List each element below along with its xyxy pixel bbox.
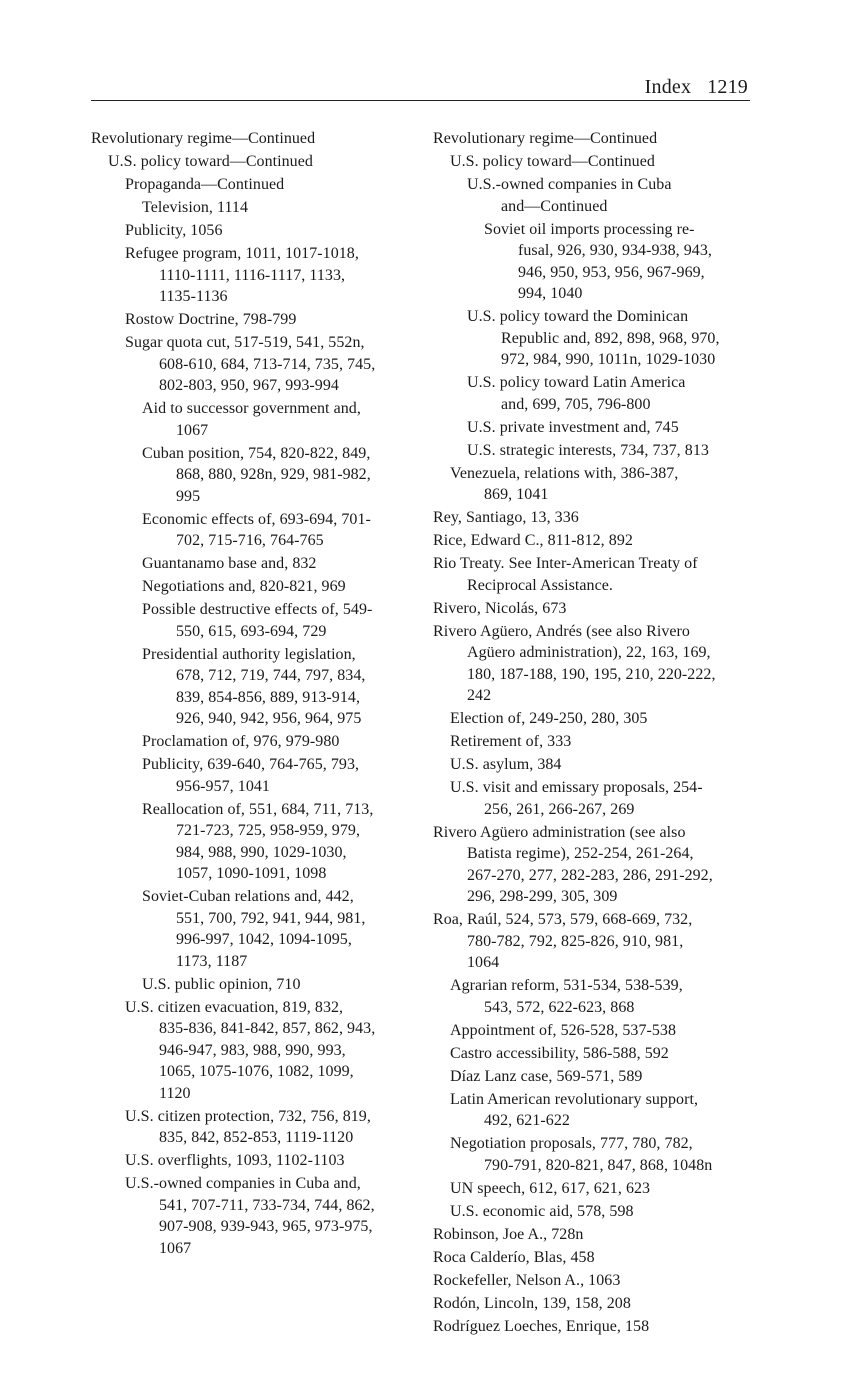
index-entry-line: Venezuela, relations with, 386-387, [450,464,679,482]
index-entry-line: Revolutionary regime—Continued [433,130,658,147]
index-entry-line: U.S. strategic interests, 734, 737, 813 [467,441,709,459]
index-entry-continuation: 1057, 1090-1091, 1098 [176,865,327,882]
page-number: 1219 [707,76,748,98]
index-entry-continuation: and—Continued [501,197,608,215]
index-entry-line: Rio Treaty. See Inter-American Treaty of [433,555,698,572]
index-entry-continuation: 956-957, 1041 [176,777,270,795]
index-entry-continuation: Reciprocal Assistance. [467,576,613,594]
index-entry-continuation: fusal, 926, 930, 934-938, 943, [518,242,712,259]
index-entry-line: U.S. public opinion, 710 [142,975,301,993]
index-entry-continuation: 946-947, 983, 988, 990, 993, [159,1041,346,1059]
index-entry [433,372,758,415]
header-section-title: Index [644,76,692,98]
index-entry [433,1043,758,1065]
index-entry-continuation: 702, 715-716, 764-765 [176,532,324,549]
index-entry [433,777,758,820]
index-entry-continuation: 541, 707-711, 733-734, 744, 862, [159,1196,375,1214]
index-entry-continuation: 907-908, 939-943, 965, 973-975, [159,1218,373,1235]
index-entry [91,886,421,972]
index-entry-line: Publicity, 639-640, 764-765, 793, [142,756,360,773]
index-entry [433,1178,758,1200]
index-entry [91,576,421,598]
index-entry-line: Sugar quota cut, 517-519, 541, 552n, [125,334,365,351]
index-entry [433,174,758,217]
index-entry [433,463,758,506]
index-entry-line: Rivero Agüero administration (see also [433,823,686,841]
index-entry-line: Reallocation of, 551, 684, 711, 713, [142,800,374,818]
index-entry-line: U.S.-owned companies in Cuba and, [125,1175,361,1192]
index-entry [91,799,421,885]
index-entry-continuation: 492, 621-622 [484,1112,570,1129]
index-entry-line: Aid to successor government and, [142,400,361,417]
index-entry-continuation: 996-997, 1042, 1094-1095, [176,931,352,948]
index-entry [91,1173,421,1259]
index-entry-line: Roca Calderío, Blas, 458 [433,1248,595,1266]
index-entry [433,1089,758,1132]
index-entry [433,530,758,552]
index-entry-continuation: 543, 572, 622-623, 868 [484,998,635,1016]
index-entry-line: Robinson, Joe A., 728n [433,1225,584,1243]
index-entry [91,128,421,150]
index-entry-continuation: 790-791, 820-821, 847, 868, 1048n [484,1156,713,1174]
index-entry-line: Revolutionary regime—Continued [91,130,316,147]
index-entry-line: Díaz Lanz case, 569-571, 589 [450,1067,643,1085]
index-entry [433,731,758,753]
index-entry-line: Soviet oil imports processing re- [484,220,695,238]
index-entry [91,974,421,996]
index-entry-continuation: 256, 261, 266-267, 269 [484,800,635,818]
index-entry-line: Appointment of, 526-528, 537-538 [450,1021,677,1039]
index-entry-continuation: 242 [467,687,492,704]
index-entry [433,306,758,371]
index-entry-line: U.S. policy toward—Continued [108,153,313,170]
index-entry [433,440,758,462]
index-entry [91,197,421,219]
index-entry-continuation: 1110-1111, 1116-1117, 1133, [159,266,346,284]
index-entry [433,975,758,1018]
index-entry-line: U.S. asylum, 384 [450,756,562,773]
index-entry [91,332,421,397]
index-entry [91,220,421,242]
index-entry-continuation: 1135-1136 [159,288,228,305]
index-entry-continuation: 551, 700, 792, 941, 944, 981, [176,909,366,927]
index-entry-continuation: 1067 [159,1239,192,1257]
index-entry-continuation: 946, 950, 953, 956, 967-969, [518,263,705,281]
index-entry [91,309,421,331]
index-entry [91,398,421,441]
index-entry [433,1020,758,1042]
index-column-right [433,128,758,1337]
index-entry-line: U.S. policy toward—Continued [450,153,655,170]
index-entry-line: Refugee program, 1011, 1017-1018, [125,245,359,262]
index-entry-continuation: 995 [176,487,201,505]
index-entry [433,128,758,150]
index-entry-line: Castro accessibility, 586-588, 592 [450,1044,669,1062]
index-entry-line: Latin American revolutionary support, [450,1090,699,1108]
index-entry-line: Rodríguez Loeches, Enrique, 158 [433,1317,650,1335]
index-entry [433,754,758,776]
index-entry-continuation: and, 699, 705, 796-800 [501,395,651,413]
index-entry-continuation: 721-723, 725, 958-959, 979, [176,822,361,839]
index-entry-continuation: 839, 854-856, 889, 913-914, [176,688,361,706]
index-entry-line: UN speech, 612, 617, 621, 623 [450,1179,651,1197]
index-entry-line: Soviet-Cuban relations and, 442, [142,888,354,905]
index-entry [433,553,758,596]
index-entry-continuation: 835-836, 841-842, 857, 862, 943, [159,1020,376,1037]
index-entry [91,997,421,1105]
index-entry [91,509,421,552]
index-entry [433,909,758,974]
index-entry-continuation: 868, 880, 928n, 929, 981-982, [176,466,371,483]
index-entry-continuation: Agüero administration), 22, 163, 169, [467,644,711,661]
index-entry [433,1224,758,1246]
index-entry-line: Rice, Edward C., 811-812, 892 [433,532,633,549]
index-entry-continuation: Batista regime), 252-254, 261-264, [467,845,694,862]
index-entry-line: U.S. economic aid, 578, 598 [450,1202,634,1220]
index-entry-line: U.S. visit and emissary proposals, 254- [450,779,703,796]
index-entry-line: Negotiations and, 820-821, 969 [142,578,346,595]
index-entry-continuation: 1173, 1187 [176,952,248,970]
index-entry-line: Rockefeller, Nelson A., 1063 [433,1271,621,1289]
index-entry-continuation: 869, 1041 [484,486,549,503]
index-entry [433,621,758,707]
index-entry-continuation: 972, 984, 990, 1011n, 1029-1030 [501,351,716,368]
index-entry-continuation: 1064 [467,954,500,971]
index-entry-line: Negotiation proposals, 777, 780, 782, [450,1135,693,1152]
index-entry [91,443,421,508]
index-entry [433,1270,758,1292]
index-entry [91,599,421,642]
index-entry-line: Cuban position, 754, 820-822, 849, [142,444,371,462]
index-entry-line: Publicity, 1056 [125,222,223,239]
index-entry [433,417,758,439]
index-entry [433,598,758,620]
index-entry-line: U.S. citizen protection, 732, 756, 819, [125,1107,371,1125]
index-entry-continuation: 780-782, 792, 825-826, 910, 981, [467,932,684,950]
index-entry-continuation: 296, 298-299, 305, 309 [467,888,618,905]
index-entry-line: Economic effects of, 693-694, 701- [142,510,371,528]
index-entry-continuation: 994, 1040 [518,285,583,302]
index-entry [91,1106,421,1149]
index-entry [433,1293,758,1315]
index-entry [433,822,758,908]
index-entry-continuation: 678, 712, 719, 744, 797, 834, [176,667,366,684]
index-entry [433,219,758,305]
index-entry-line: Rivero, Nicolás, 673 [433,599,567,617]
index-entry-line: Rostow Doctrine, 798-799 [125,311,297,328]
index-entry-line: U.S. overflights, 1093, 1102-1103 [125,1152,345,1169]
header-text [645,76,748,98]
running-header [91,76,750,101]
index-entry-continuation: Republic and, 892, 898, 968, 970, [501,329,720,347]
index-entry-line: Roa, Raúl, 524, 573, 579, 668-669, 732, [433,911,693,928]
index-entry-line: Election of, 249-250, 280, 305 [450,710,648,727]
index-entry-line: Presidential authority legislation, [142,645,356,663]
index-entry-line: Rodón, Lincoln, 139, 158, 208 [433,1294,631,1312]
index-entry-continuation: 984, 988, 990, 1029-1030, [176,843,347,861]
index-entry-continuation: 550, 615, 693-694, 729 [176,622,327,640]
index-entry-line: Proclamation of, 976, 979-980 [142,733,340,750]
index-entry [91,1150,421,1172]
index-entry [433,1133,758,1176]
index-entry-line: Possible destructive effects of, 549- [142,601,373,618]
index-entry [433,1316,758,1338]
index-column-left [91,128,421,1259]
index-entry-line: Rivero Agüero, Andrés (see also Rivero [433,622,690,640]
index-entry [433,1066,758,1088]
index-entry-line: U.S. policy toward Latin America [467,374,686,391]
index-entry [91,151,421,173]
index-entry [91,174,421,196]
index-entry-continuation: 608-610, 684, 713-714, 735, 745, [159,355,376,373]
index-entry-line: U.S.-owned companies in Cuba [467,176,672,193]
index-entry-continuation: 267-270, 277, 282-283, 286, 291-292, [467,866,713,884]
index-entry-line: U.S. policy toward the Dominican [467,308,689,325]
index-entry-continuation: 802-803, 950, 967, 993-994 [159,377,339,394]
index-entry [433,1247,758,1269]
index-entry [433,151,758,173]
index-entry [433,507,758,529]
index-entry-line: Guantanamo base and, 832 [142,555,317,572]
index-entry-line: U.S. citizen evacuation, 819, 832, [125,998,344,1016]
index-entry-continuation: 1067 [176,421,209,439]
index-entry-line: Agrarian reform, 531-534, 538-539, [450,977,683,994]
index-entry-continuation: 1065, 1075-1076, 1082, 1099, [159,1063,354,1080]
index-entry [91,754,421,797]
index-entry-continuation: 180, 187-188, 190, 195, 210, 220-222, [467,665,716,683]
index-entry [433,708,758,730]
index-entry-line: U.S. private investment and, 745 [467,418,679,436]
index-entry-line: Rey, Santiago, 13, 336 [433,509,579,526]
index-entry-continuation: 1120 [159,1084,191,1102]
index-entry [91,644,421,730]
index-entry [91,243,421,308]
index-entry-line: Propaganda—Continued [125,176,285,193]
index-entry [433,1201,758,1223]
index-entry-line: Retirement of, 333 [450,733,572,750]
index-entry [91,731,421,753]
index-entry-continuation: 835, 842, 852-853, 1119-1120 [159,1129,354,1146]
index-entry [91,553,421,575]
index-entry-continuation: 926, 940, 942, 956, 964, 975 [176,710,362,727]
index-entry-line: Television, 1114 [142,199,249,216]
